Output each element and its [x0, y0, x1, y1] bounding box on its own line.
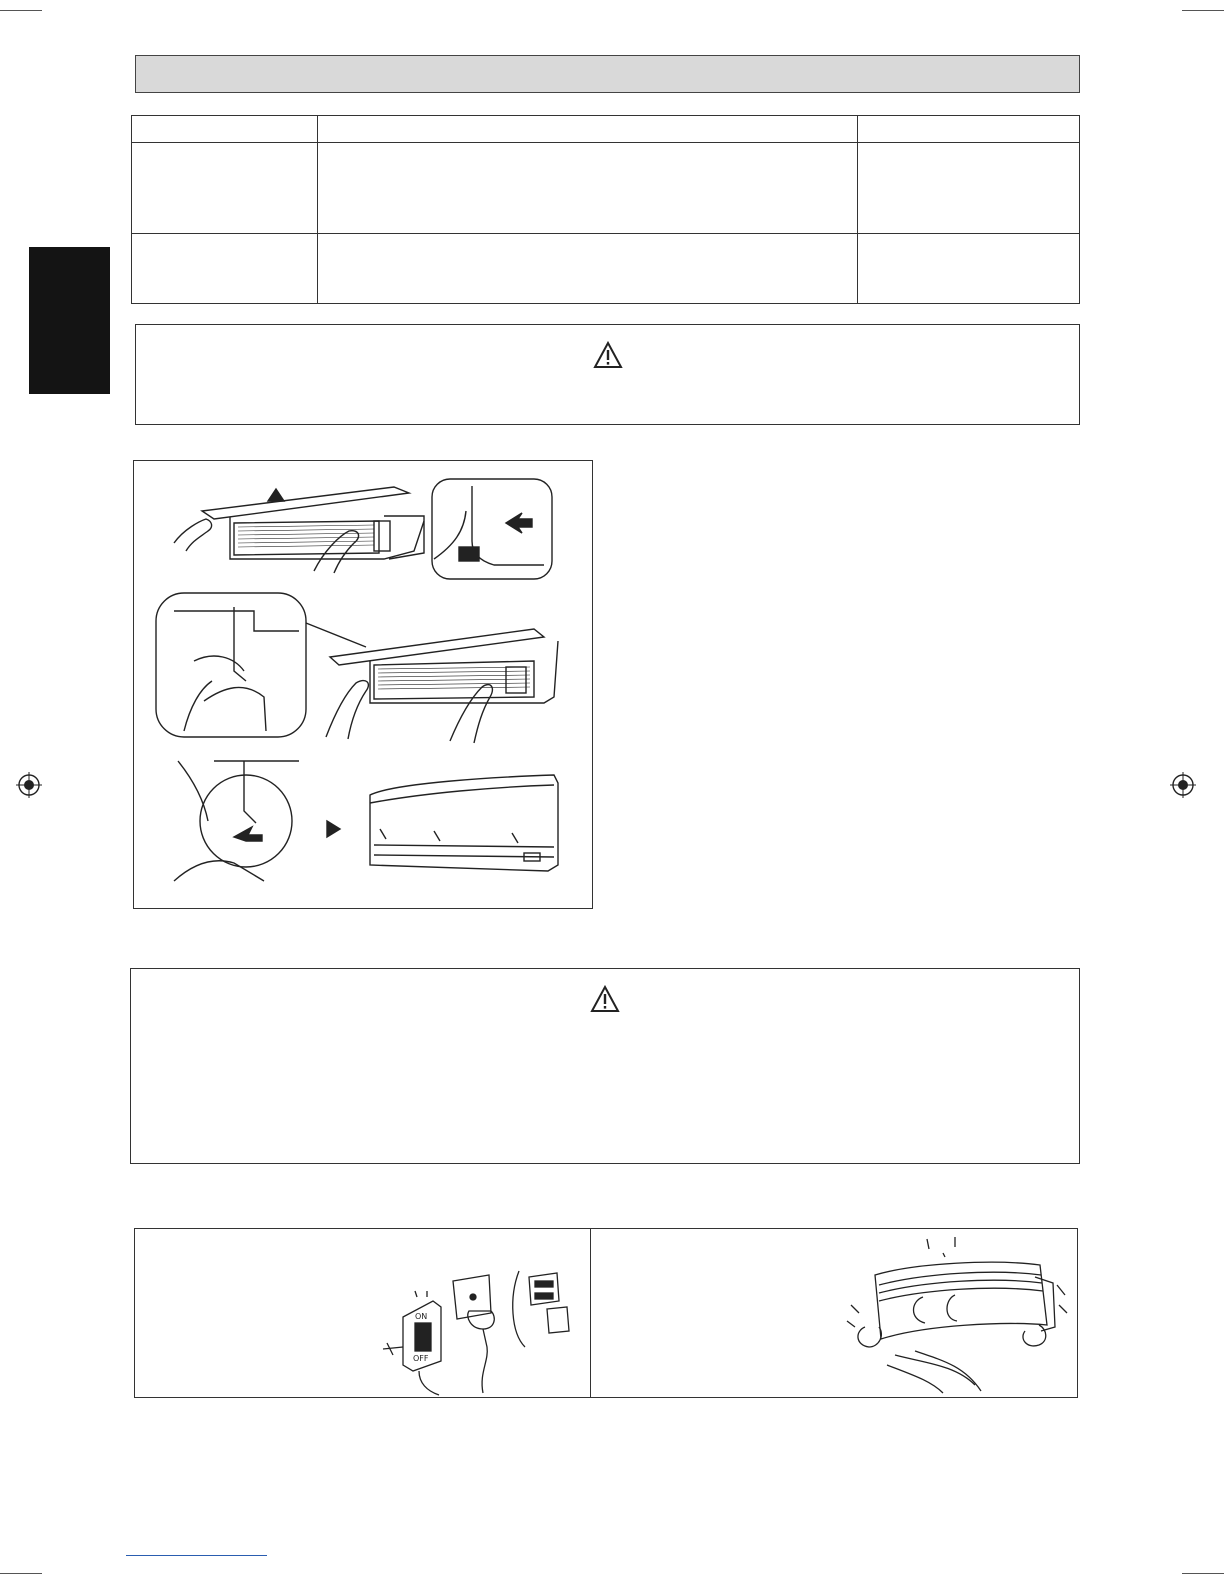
table-cell: [857, 233, 1079, 303]
crop-mark: [1182, 1573, 1224, 1574]
crop-mark: [1182, 10, 1224, 11]
footer-rule: [126, 1555, 267, 1556]
table-cell: [317, 233, 857, 303]
svg-text:OFF: OFF: [413, 1354, 429, 1363]
maintenance-table: [131, 115, 1080, 304]
panel-removal-drawing: [134, 461, 591, 907]
caution-box: [130, 968, 1080, 1164]
unit-drying-illustration: [835, 1235, 1075, 1395]
svg-text:ON: ON: [415, 1312, 428, 1321]
registration-mark-icon: [1170, 772, 1196, 798]
power-off-unplug-illustration: [379, 1257, 589, 1397]
language-side-tab: [29, 247, 110, 394]
table-header-cell: [857, 116, 1079, 142]
registration-mark-icon: [16, 772, 42, 798]
storage-tips-box: [134, 1228, 1078, 1398]
warning-triangle-icon: [590, 985, 620, 1013]
table-header-cell: [132, 116, 317, 142]
figure-description: [610, 470, 1080, 910]
crop-mark: [0, 10, 42, 11]
table-cell: [317, 142, 857, 233]
table-cell: [132, 233, 317, 303]
table-header-cell: [317, 116, 857, 142]
crop-mark: [0, 1573, 42, 1574]
front-panel-illustration: [133, 460, 593, 909]
table-cell: [857, 142, 1079, 233]
table-cell: [132, 142, 317, 233]
caution-box: [135, 324, 1080, 425]
warning-triangle-icon: [593, 341, 623, 369]
section-header-bar: [135, 55, 1080, 93]
